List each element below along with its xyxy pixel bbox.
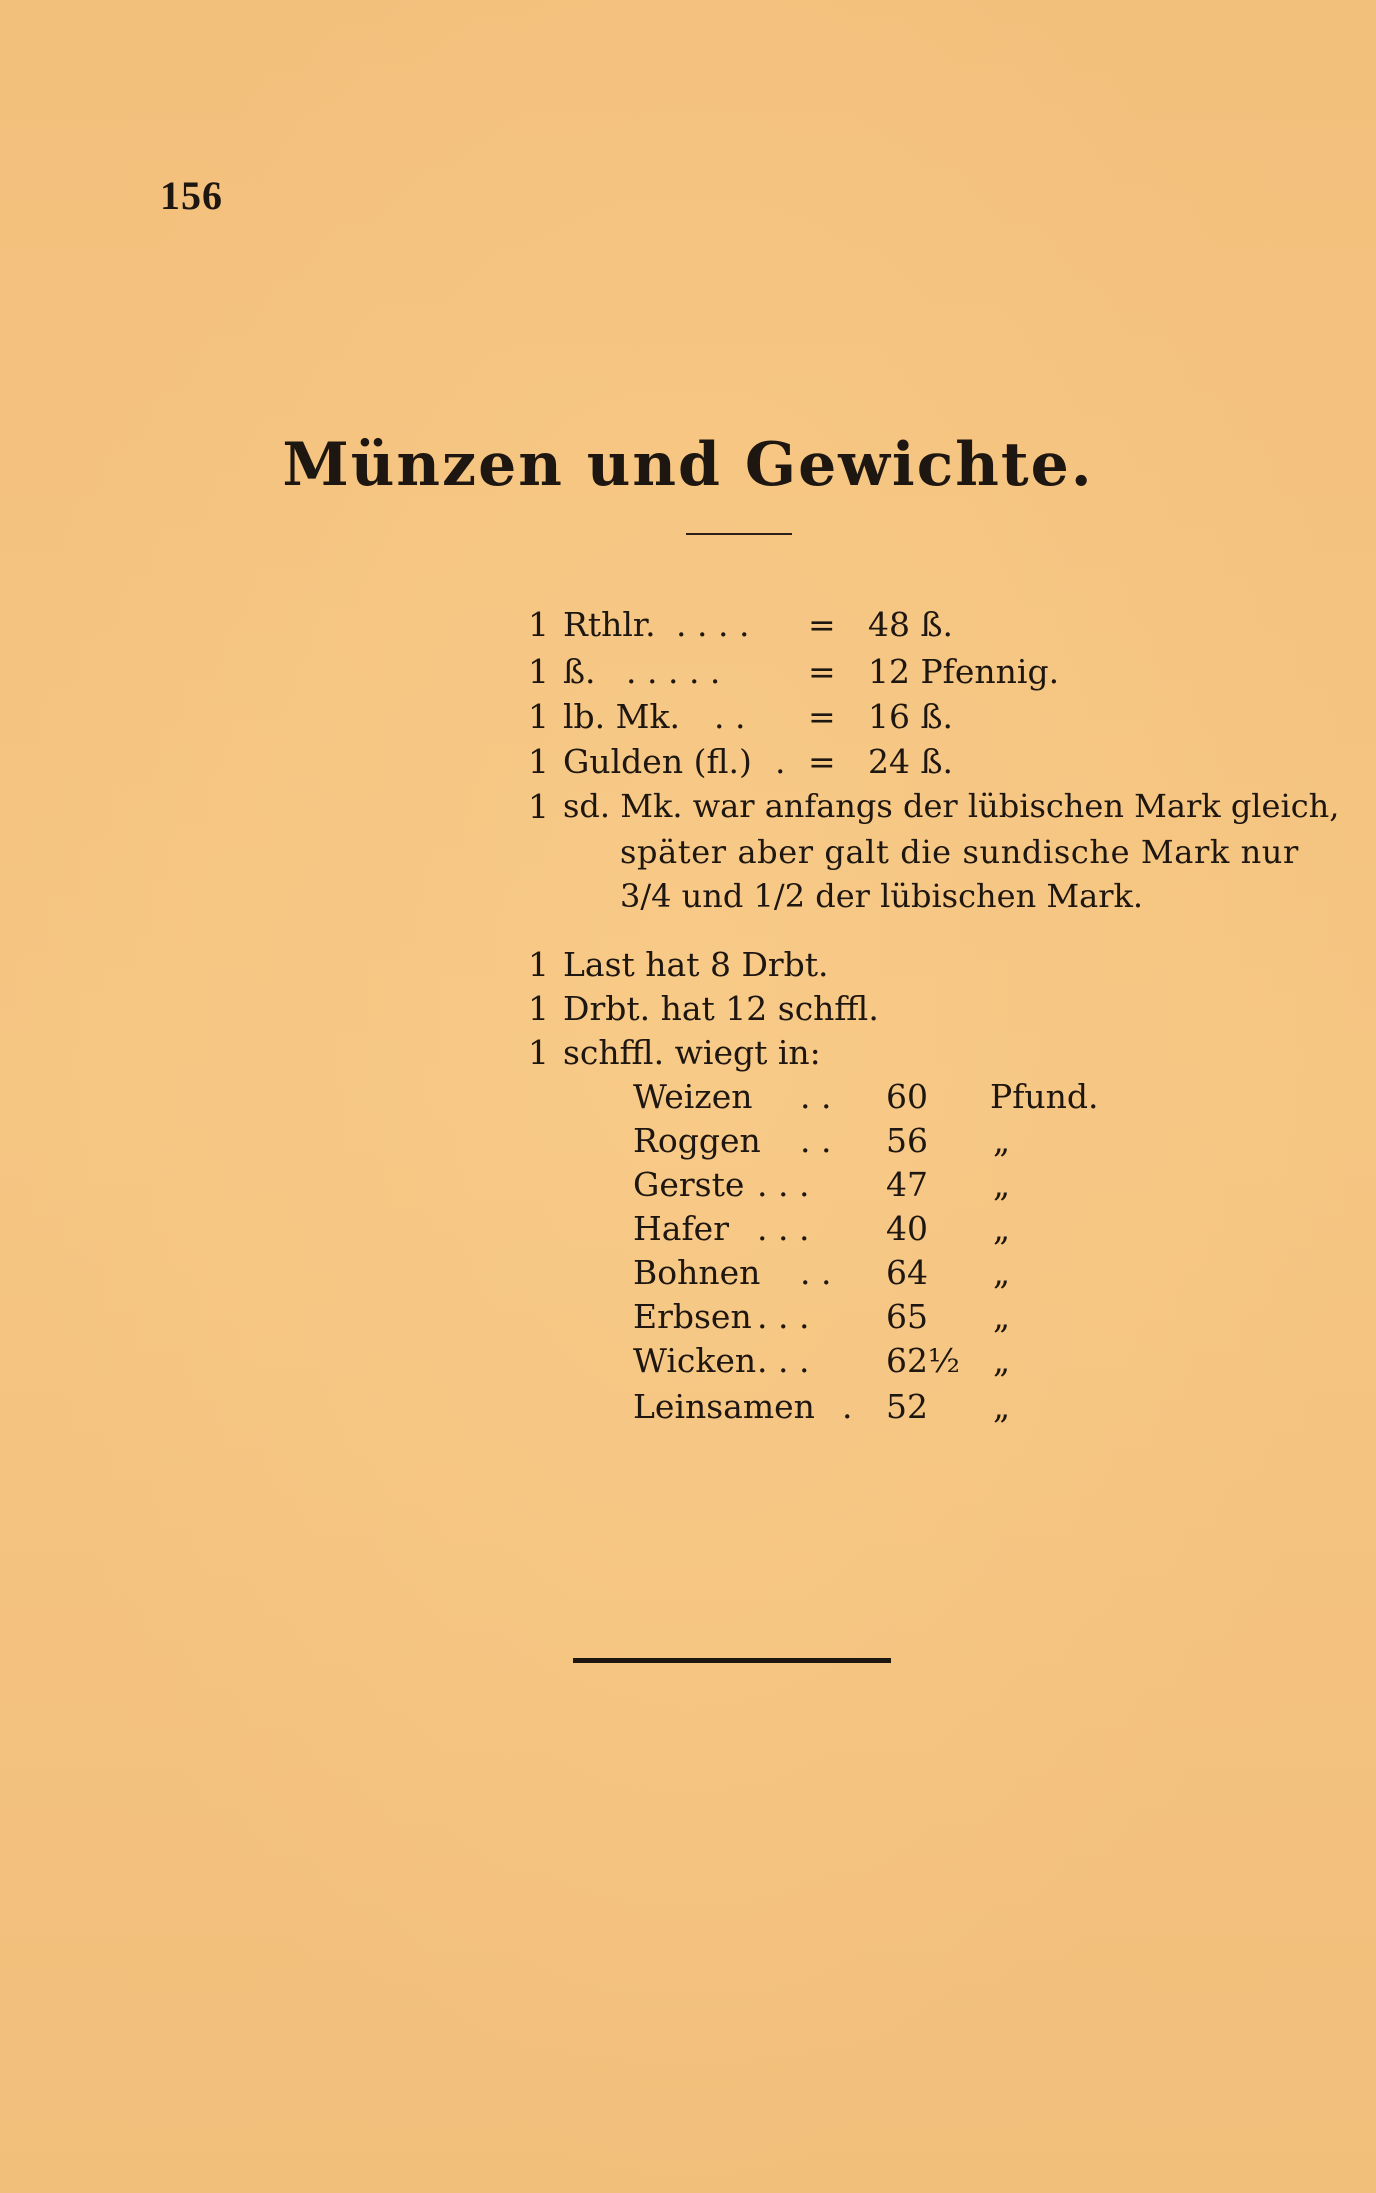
coin-unit: Rthlr. [563, 605, 656, 644]
note-line: 3/4 und 1/2 der lübischen Mark. [620, 877, 1144, 915]
note-line: später aber galt die sundische Mark nur [620, 833, 1299, 871]
ditto-mark: „ [993, 1253, 1011, 1292]
coin-count: 1 [528, 742, 549, 781]
measure-text: Last hat 8 Drbt. [563, 945, 829, 984]
coin-value: 48 ß. [868, 605, 954, 644]
ditto-mark: „ [993, 1297, 1011, 1336]
grain-value: 47 [886, 1165, 928, 1204]
grain-dots: . . . [757, 1209, 810, 1248]
grain-name: Hafer [633, 1209, 729, 1248]
grain-name: Bohnen [633, 1253, 761, 1292]
grain-value: 52 [886, 1387, 928, 1426]
grain-name: Erbsen [633, 1297, 752, 1336]
grain-value: 40 [886, 1209, 928, 1248]
coin-dots: . . . . . [626, 652, 721, 691]
measure-text: schffl. wiegt in: [563, 1033, 821, 1072]
ditto-mark: „ [993, 1387, 1011, 1426]
coin-unit: lb. Mk. [563, 697, 680, 736]
coin-dots: . [775, 742, 786, 781]
note-line: sd. Mk. war anfangs der lübischen Mark gleich, [563, 787, 1340, 825]
title-divider [686, 533, 792, 535]
grain-dots: . . [800, 1121, 832, 1160]
grain-value: 65 [886, 1297, 928, 1336]
coin-count: 1 [528, 697, 549, 736]
grain-name: Gerste [633, 1165, 745, 1204]
ditto-mark: „ [993, 1341, 1011, 1380]
measure-count: 1 [528, 1033, 549, 1072]
ditto-mark: „ [993, 1121, 1011, 1160]
grain-name: Weizen [633, 1077, 753, 1116]
grain-dots: . . . [757, 1165, 810, 1204]
coin-dots: . . . . [676, 605, 750, 644]
grain-name: Leinsamen [633, 1387, 815, 1426]
coin-dots: . . [714, 697, 746, 736]
coin-equals: = [808, 697, 836, 736]
coin-unit: Gulden (fl.) [563, 742, 752, 781]
grain-dots: . . . [757, 1297, 810, 1336]
grain-value: 62½ [886, 1341, 960, 1380]
coin-equals: = [808, 605, 836, 644]
measure-count: 1 [528, 945, 549, 984]
note-count: 1 [528, 787, 549, 826]
grain-value: 64 [886, 1253, 928, 1292]
coin-value: 16 ß. [868, 697, 954, 736]
measure-text: Drbt. hat 12 schffl. [563, 989, 879, 1028]
coin-unit: ß. [563, 652, 596, 691]
grain-dots: . [842, 1387, 853, 1426]
page-number: 156 [160, 173, 223, 218]
coin-count: 1 [528, 605, 549, 644]
coin-equals: = [808, 652, 836, 691]
grain-value: 56 [886, 1121, 928, 1160]
grain-unit: Pfund. [990, 1077, 1099, 1116]
page-title: Münzen und Gewichte. [282, 430, 1094, 500]
grain-dots: . . . [757, 1341, 810, 1380]
end-divider [573, 1658, 891, 1663]
coin-value: 24 ß. [868, 742, 954, 781]
coin-value: 12 Pfennig. [868, 652, 1060, 691]
measure-count: 1 [528, 989, 549, 1028]
grain-name: Roggen [633, 1121, 761, 1160]
ditto-mark: „ [993, 1209, 1011, 1248]
grain-value: 60 [886, 1077, 928, 1116]
coin-count: 1 [528, 652, 549, 691]
ditto-mark: „ [993, 1165, 1011, 1204]
grain-dots: . . [800, 1253, 832, 1292]
coin-equals: = [808, 742, 836, 781]
grain-dots: . . [800, 1077, 832, 1116]
grain-name: Wicken [633, 1341, 757, 1380]
